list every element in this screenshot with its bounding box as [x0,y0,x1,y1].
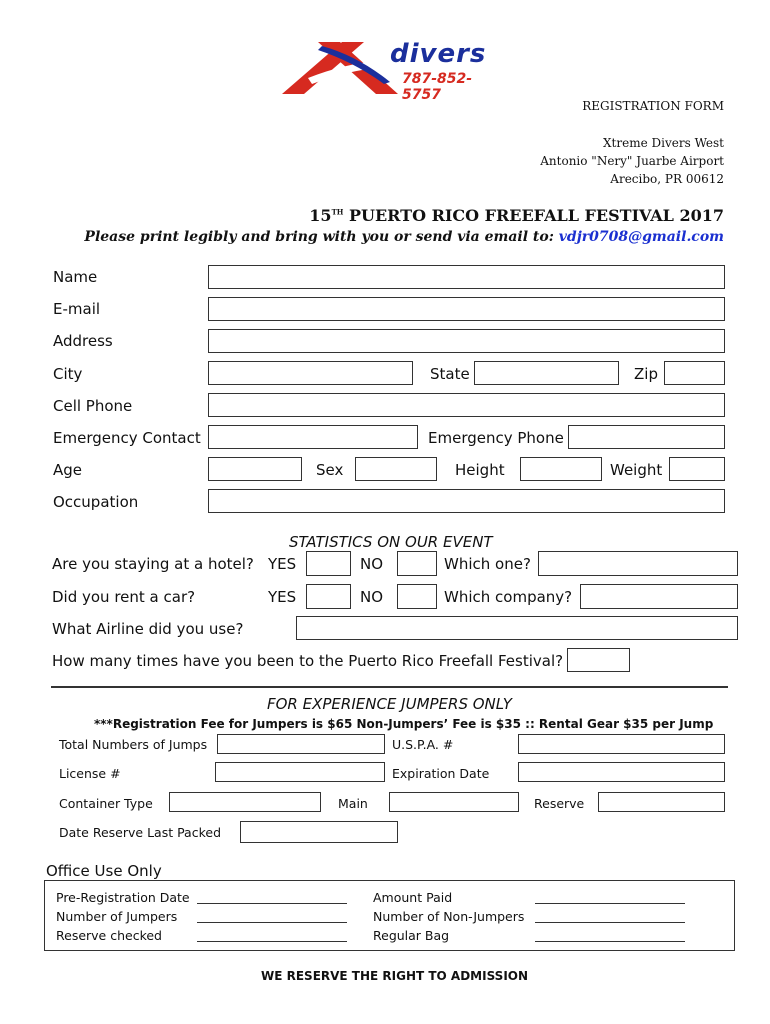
expiration-label: Expiration Date [392,766,490,781]
car-yes-label: YES [268,588,297,606]
hotel-no-label: NO [360,555,384,573]
hotel-yes-label: YES [268,555,297,573]
email-field[interactable] [208,297,725,321]
num-jumpers-line[interactable] [197,922,347,923]
reserve-label: Reserve [534,796,585,811]
amount-paid-line[interactable] [535,903,685,904]
event-instruction: Please print legibly and bring with you or send via email to: [84,229,554,245]
logo [278,34,493,103]
regular-bag-line[interactable] [535,941,685,942]
which-company-label: Which company? [444,588,573,606]
emergency-phone-field[interactable] [568,425,725,449]
address-label: Address [53,332,113,350]
car-no-box[interactable] [397,584,437,609]
num-jumpers-label: Number of Jumpers [56,909,178,924]
emergency-phone-label: Emergency Phone [428,429,564,447]
stats-heading: STATISTICS ON OUR EVENT [289,533,493,551]
address-field[interactable] [208,329,725,353]
sex-label: Sex [316,461,344,479]
org-city-zip: Arecibo, PR 00612 [610,172,724,186]
reserve-checked-line[interactable] [197,941,347,942]
uspa-label: U.S.P.A. # [392,737,454,752]
age-field[interactable] [208,457,302,481]
state-label: State [430,365,470,383]
pre-reg-date-label: Pre-Registration Date [56,890,190,905]
age-label: Age [53,461,83,479]
hotel-no-box[interactable] [397,551,437,576]
experience-heading: FOR EXPERIENCE JUMPERS ONLY [267,695,512,713]
emergency-contact-field[interactable] [208,425,418,449]
which-hotel-label: Which one? [444,555,531,573]
airline-question: What Airline did you use? [52,620,244,638]
which-company-field[interactable] [580,584,738,609]
footer-notice: WE RESERVE THE RIGHT TO ADMISSION [261,969,529,983]
amount-paid-label: Amount Paid [373,890,453,905]
container-type-label: Container Type [59,796,153,811]
event-number: 15 [309,206,332,225]
reserve-checked-label: Reserve checked [56,928,162,943]
hotel-question: Are you staying at a hotel? [52,555,254,573]
airline-field[interactable] [296,616,738,640]
height-label: Height [455,461,505,479]
total-jumps-field[interactable] [217,734,385,754]
car-question: Did you rent a car? [52,588,196,606]
times-field[interactable] [567,648,630,672]
event-name: PUERTO RICO FREEFALL FESTIVAL 2017 [348,206,724,225]
expiration-field[interactable] [518,762,725,782]
sex-field[interactable] [355,457,437,481]
pre-reg-date-line[interactable] [197,903,347,904]
name-field[interactable] [208,265,725,289]
main-label: Main [338,796,368,811]
height-field[interactable] [520,457,602,481]
section-divider [51,686,728,688]
event-title [309,206,724,225]
emergency-contact-label: Emergency Contact [53,429,201,447]
occupation-label: Occupation [53,493,139,511]
num-non-jumpers-label: Number of Non-Jumpers [373,909,525,924]
reserve-field[interactable] [598,792,725,812]
hotel-yes-box[interactable] [306,551,351,576]
cell-phone-label: Cell Phone [53,397,133,415]
event-email[interactable]: vdjr0708@gmail.com [558,229,724,245]
num-non-jumpers-line[interactable] [535,922,685,923]
event-instruction-line [84,229,724,245]
date-reserve-field[interactable] [240,821,398,843]
email-label: E-mail [53,300,101,318]
city-field[interactable] [208,361,413,385]
times-question: How many times have you been to the Puerto Rico Freefall Festival? [52,652,564,670]
name-label: Name [53,268,98,286]
form-title: REGISTRATION FORM [582,99,724,113]
car-no-label: NO [360,588,384,606]
license-label: License # [59,766,121,781]
weight-field[interactable] [669,457,725,481]
car-yes-box[interactable] [306,584,351,609]
fees-notice: ***Registration Fee for Jumpers is $65 Non-Jumpers’ Fee is $35 :: Rental Gear $35 per Jump [94,717,714,731]
total-jumps-label: Total Numbers of Jumps [59,737,208,752]
org-location: Antonio "Nery" Juarbe Airport [540,154,724,168]
regular-bag-label: Regular Bag [373,928,450,943]
zip-label: Zip [634,365,658,383]
state-field[interactable] [474,361,619,385]
occupation-field[interactable] [208,489,725,513]
container-type-field[interactable] [169,792,321,812]
cell-phone-field[interactable] [208,393,725,417]
main-field[interactable] [389,792,519,812]
zip-field[interactable] [664,361,725,385]
office-heading: Office Use Only [46,862,162,880]
org-name: Xtreme Divers West [603,136,724,150]
logo-phone: 787-852-5757 [402,71,473,103]
license-field[interactable] [215,762,385,782]
event-ordinal: TH [331,207,344,217]
which-hotel-field[interactable] [538,551,738,576]
uspa-field[interactable] [518,734,725,754]
logo-brand: divers [390,39,487,69]
date-reserve-label: Date Reserve Last Packed [59,825,222,840]
city-label: City [53,365,83,383]
weight-label: Weight [610,461,663,479]
